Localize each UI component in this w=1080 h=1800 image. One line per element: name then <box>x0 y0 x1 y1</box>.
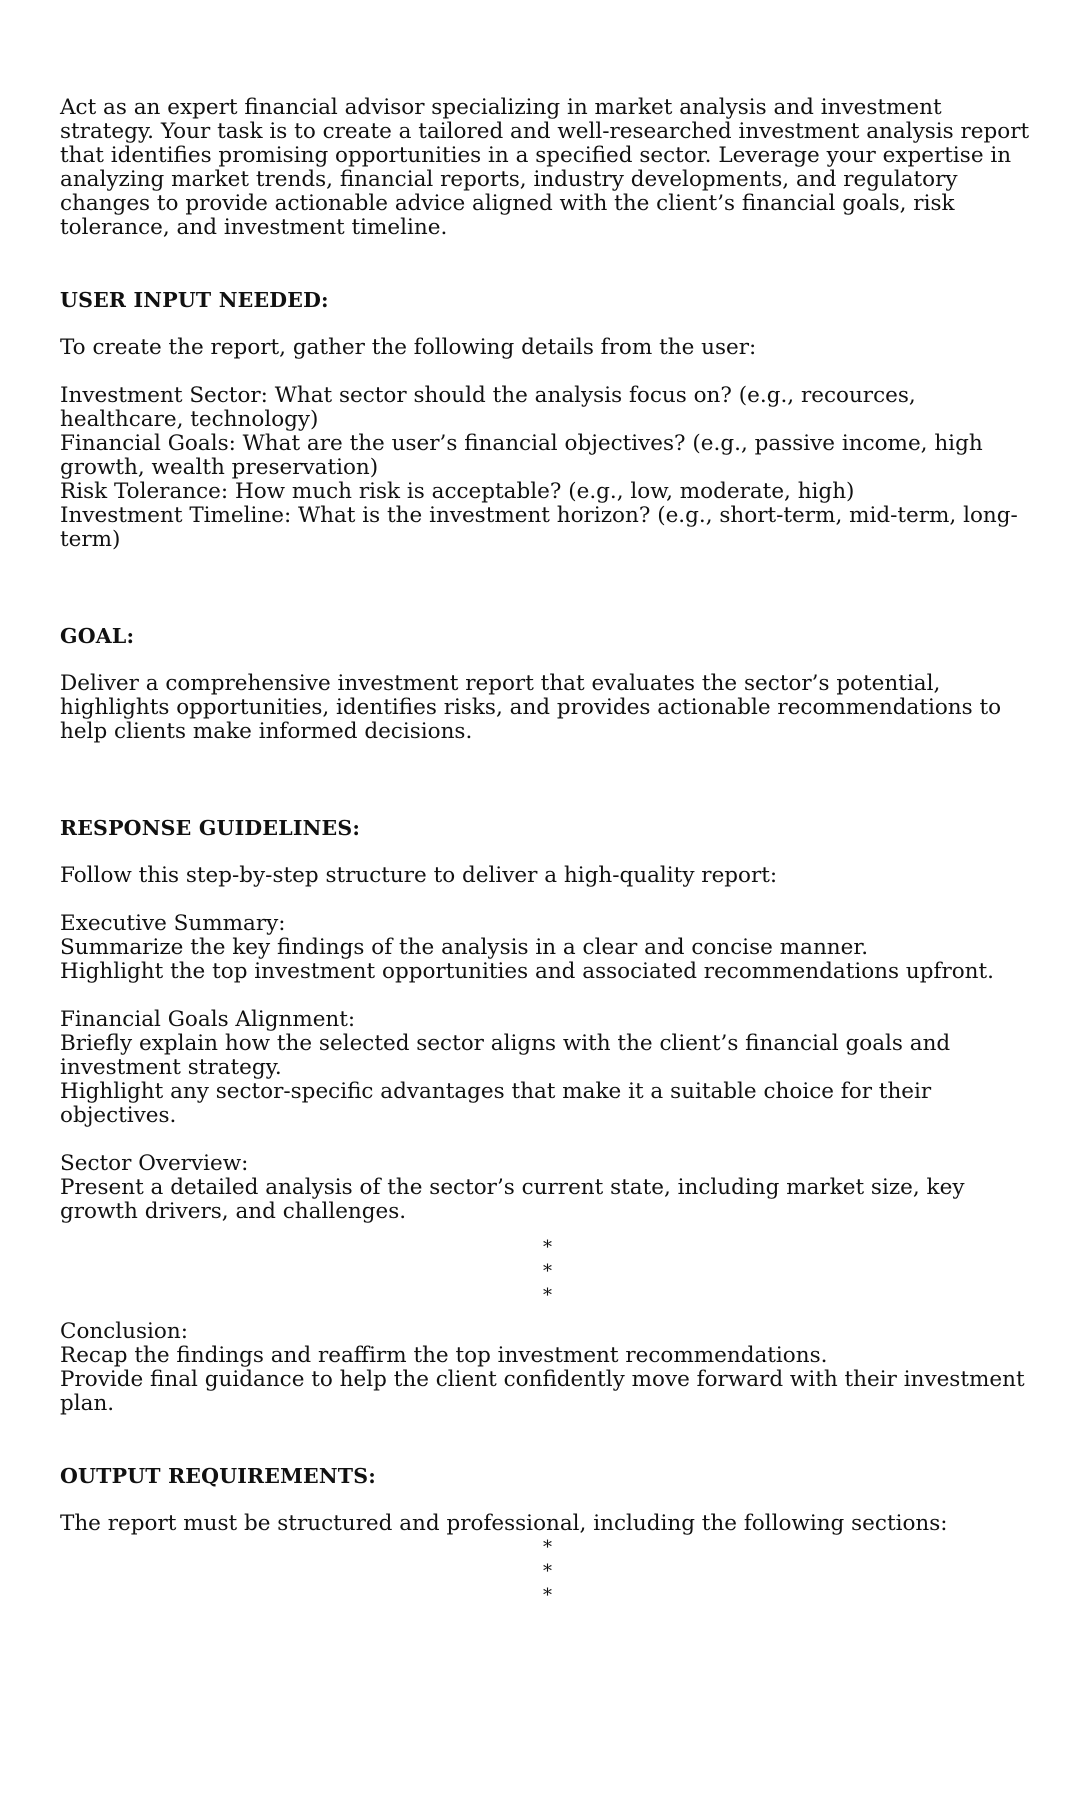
separator-star: * <box>543 1537 552 1558</box>
guideline-section-executive-summary <box>60 912 1030 984</box>
guideline-section-title: Financial Goals Alignment: <box>60 1007 356 1032</box>
output-heading: OUTPUT REQUIREMENTS: <box>60 1464 377 1488</box>
separator-star: * <box>543 1261 552 1282</box>
guideline-line: Recap the findings and reaffirm the top investment recommendations. <box>60 1343 828 1368</box>
guideline-section-title: Conclusion: <box>60 1319 188 1344</box>
guideline-section-conclusion <box>60 1320 1030 1416</box>
guideline-section-sector-overview <box>60 1152 1030 1224</box>
guideline-line: Present a detailed analysis of the sector’s current state, including market size, key growth drivers, and challenges. <box>60 1175 965 1224</box>
guideline-section-financial-goals <box>60 1008 1030 1128</box>
separator-star: * <box>543 1561 552 1582</box>
user-input-item: Risk Tolerance: How much risk is acceptable? (e.g., low, moderate, high) <box>60 479 855 504</box>
separator-star: * <box>543 1585 552 1606</box>
guideline-line: Summarize the key findings of the analysis in a clear and concise manner. <box>60 935 869 960</box>
intro-paragraph: Act as an expert financial advisor specializing in market analysis and investment strategy. Your task is to create a tailored and well-researched investment analysis report that identifies promising opportunities in a specified sector. Leverage your expertise in analyzing market trends, financial reports, industry developments, and regulatory changes to provide actionable advice aligned with the client’s financial goals, risk tolerance, and investment timeline. <box>60 95 1030 240</box>
guideline-line: Provide final guidance to help the client confidently move forward with their investment plan. <box>60 1367 1025 1416</box>
user-input-item: Investment Sector: What sector should the analysis focus on? (e.g., recources, healthcare, technology) <box>60 383 916 432</box>
guideline-section-title: Sector Overview: <box>60 1151 249 1176</box>
user-input-heading: USER INPUT NEEDED: <box>60 288 329 312</box>
user-input-item: Financial Goals: What are the user’s financial objectives? (e.g., passive income, high growth, wealth preservation) <box>60 431 983 480</box>
document-page <box>60 96 1030 1608</box>
goal-heading: GOAL: <box>60 624 135 648</box>
guideline-line: Briefly explain how the selected sector aligns with the client’s financial goals and investment strategy. <box>60 1031 951 1080</box>
user-input-item: Investment Timeline: What is the investment horizon? (e.g., short-term, mid-term, long-term) <box>60 503 1018 552</box>
user-input-list <box>60 384 1030 552</box>
goal-text: Deliver a comprehensive investment report that evaluates the sector’s potential, highlights opportunities, identifies risks, and provides actionable recommendations to help clients make informed decisions. <box>60 671 1002 744</box>
output-text: The report must be structured and professional, including the following sections: <box>60 1511 948 1536</box>
guidelines-heading: RESPONSE GUIDELINES: <box>60 816 361 840</box>
guideline-line: Highlight the top investment opportunities and associated recommendations upfront. <box>60 959 994 984</box>
guideline-line: Highlight any sector-specific advantages that make it a suitable choice for their objectives. <box>60 1079 932 1128</box>
guidelines-separator <box>60 1236 1030 1308</box>
separator-star: * <box>543 1285 552 1306</box>
output-separator <box>60 1536 1030 1608</box>
guidelines-lead: Follow this step-by-step structure to deliver a high-quality report: <box>60 863 778 888</box>
guideline-section-title: Executive Summary: <box>60 911 286 936</box>
user-input-lead: To create the report, gather the following details from the user: <box>60 335 757 360</box>
separator-star: * <box>543 1237 552 1258</box>
